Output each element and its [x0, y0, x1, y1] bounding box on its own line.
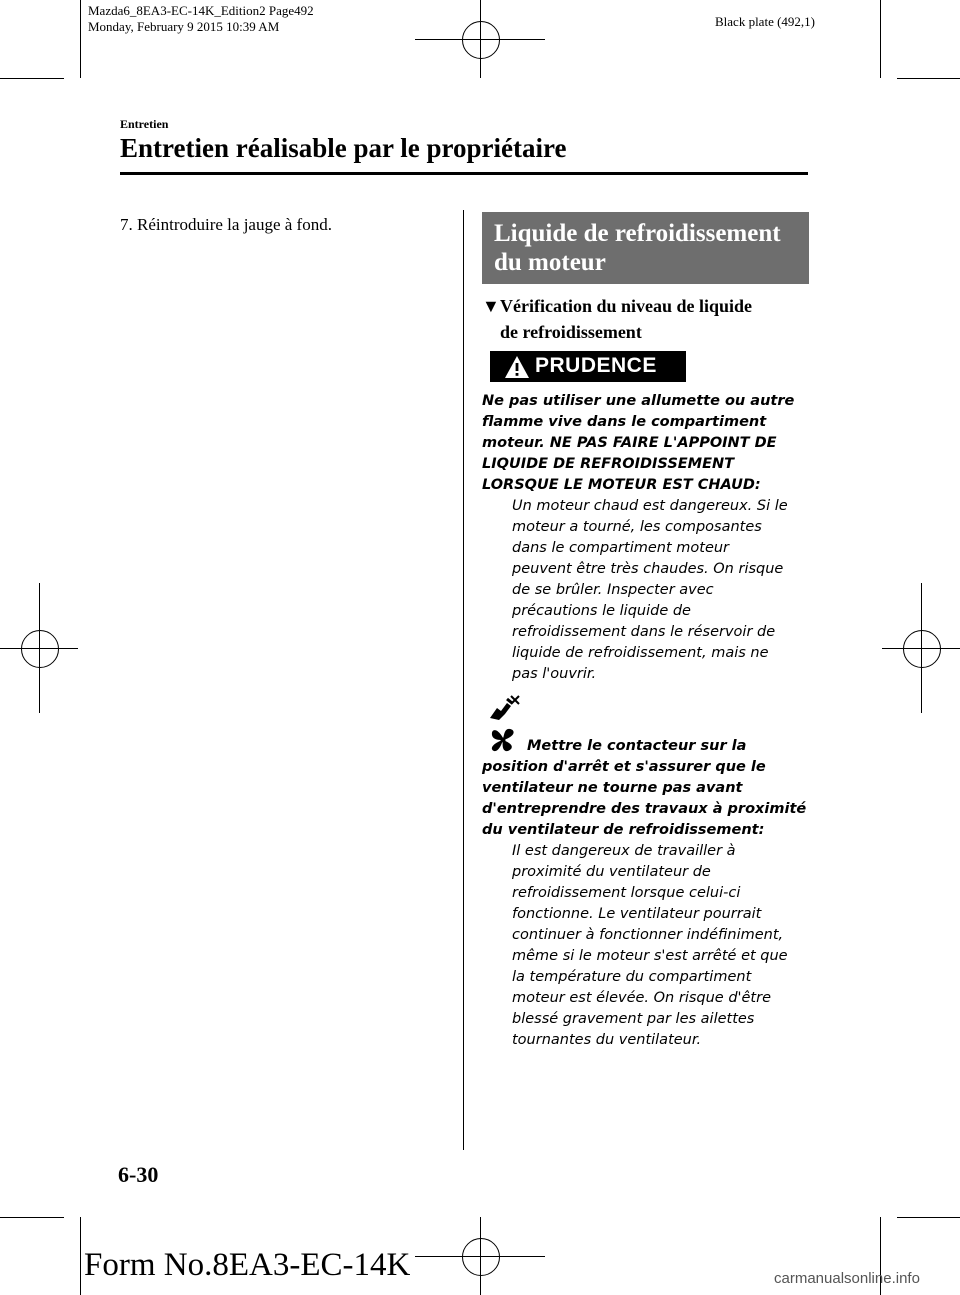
warning-2-text-3: refroidissement lorsque celui-ci	[512, 885, 741, 901]
subheading	[482, 293, 812, 345]
warning-1-text-6: précautions le liquide de	[512, 603, 691, 619]
warning-1-bold-5: LORSQUE LE MOTEUR EST CHAUD:	[482, 477, 761, 493]
warning-1-bold-2: flamme vive dans le compartiment	[482, 414, 767, 430]
warning-1-bold-1: Ne pas utiliser une allumette ou autre	[482, 393, 795, 409]
warning-2-text-7: la température du compartiment	[512, 969, 752, 985]
warning-1-text-4: peuvent être très chaudes. On risque	[512, 561, 784, 577]
warning-2-bold-3: d'entreprendre des travaux à proximité	[482, 801, 807, 817]
file-info	[88, 3, 314, 35]
warning-1-text-9: pas l'ouvrir.	[512, 666, 597, 682]
form-number: Form No.8EA3-EC-14K	[84, 1247, 411, 1283]
subheading-line-1: Vérification du niveau de liquide	[500, 296, 753, 316]
banner-line-2: du moteur	[494, 249, 606, 276]
file-info-line1: Mazda6_8EA3-EC-14K_Edition2 Page492	[88, 3, 314, 18]
warning-1-text-7: refroidissement dans le réservoir de	[512, 624, 776, 640]
file-info-line2: Monday, February 9 2015 10:39 AM	[88, 19, 280, 34]
prudence-label: PRUDENCE	[535, 354, 657, 377]
no-hands-warning-icon	[487, 694, 521, 722]
plate-info: Black plate (492,1)	[715, 14, 815, 29]
warning-2-bold-1: position d'arrêt et s'assurer que le	[482, 759, 766, 775]
warning-2-first-line: Mettre le contacteur sur la	[527, 738, 747, 754]
subheading-line-2: de refroidissement	[500, 322, 642, 342]
page-title: Entretien réalisable par le propriétaire	[120, 133, 567, 163]
step-7: 7. Réintroduire la jauge à fond.	[120, 215, 332, 234]
warning-2-text-10: tournantes du ventilateur.	[512, 1032, 702, 1048]
warning-1-bold-3: moteur. NE PAS FAIRE L'APPOINT DE	[482, 435, 777, 451]
warning-2	[482, 757, 812, 1051]
fan-icon	[487, 725, 519, 753]
warning-1-text-5: de se brûler. Inspecter avec	[512, 582, 714, 598]
page-number: 6-30	[118, 1162, 159, 1187]
warning-2-bold-4: du ventilateur de refroidissement:	[482, 822, 765, 838]
warning-2-text-2: proximité du ventilateur de	[512, 864, 711, 880]
warning-1	[482, 391, 812, 685]
warning-2-bold-2: ventilateur ne tourne pas avant	[482, 780, 743, 796]
warning-2-text-4: fonctionne. Le ventilateur pourrait	[512, 906, 762, 922]
warning-2-text-5: continuer à fonctionner indéfiniment,	[512, 927, 784, 943]
warning-1-text-2: moteur a tourné, les composantes	[512, 519, 762, 535]
header-rule	[120, 172, 808, 175]
warning-triangle-icon	[504, 355, 530, 379]
warning-2-text-6: même si le moteur s'est arrêté et que	[512, 948, 788, 964]
banner-line-1: Liquide de refroidissement	[494, 220, 781, 247]
warning-1-text-8: liquide de refroidissement, mais ne	[512, 645, 769, 661]
section-banner	[482, 212, 809, 284]
warning-1-bold-4: LIQUIDE DE REFROIDISSEMENT	[482, 456, 735, 472]
warning-2-text-9: blessé gravement par les ailettes	[512, 1011, 755, 1027]
warning-2-text-8: moteur est élevée. On risque d'être	[512, 990, 772, 1006]
column-divider	[463, 210, 464, 1150]
warning-2-text-1: Il est dangereux de travailler à	[512, 843, 736, 859]
prudence-badge	[490, 351, 686, 382]
warning-1-text-1: Un moteur chaud est dangereux. Si le	[512, 498, 788, 514]
triangle-down-icon: ▼	[482, 296, 500, 316]
warning-1-text-3: dans le compartiment moteur	[512, 540, 730, 556]
watermark: carmanualsonline.info	[774, 1270, 920, 1287]
section-label: Entretien	[120, 117, 169, 131]
